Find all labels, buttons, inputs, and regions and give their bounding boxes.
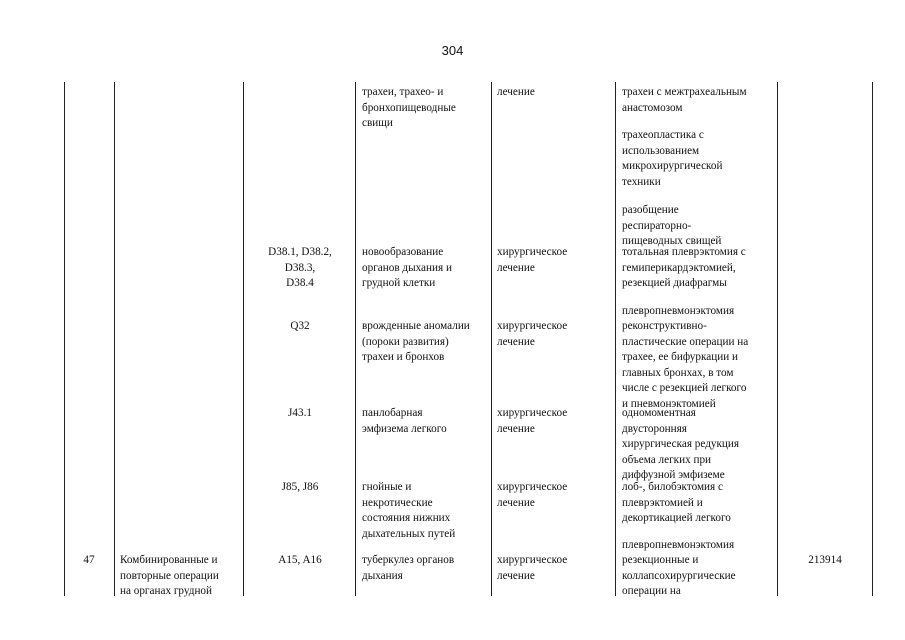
method-cell: трахеи с межтрахеальным анастомозом [622, 86, 747, 114]
cost-cell: 213914 [808, 554, 842, 566]
column-divider [615, 82, 616, 596]
treatment-cell: лечение [497, 86, 535, 98]
treatment-cell: хирургическое лечение [497, 320, 568, 348]
diagnosis-cell: панлобарная эмфизема легкого [362, 407, 447, 435]
page-number: 304 [441, 43, 464, 58]
method-cell: тотальная плеврэктомия с гемиперикардэктомией, резекцией диафрагмы [622, 246, 746, 289]
treatment-cell: хирургическое лечение [497, 481, 568, 509]
column-divider [114, 82, 115, 596]
group-name-cell: Комбинированные и повторные операции на органах грудной [120, 554, 219, 597]
column-divider [243, 82, 244, 596]
row-number-cell: 47 [83, 554, 95, 566]
treatment-cell: хирургическое лечение [497, 246, 568, 274]
treatment-cell: хирургическое лечение [497, 407, 568, 435]
code-cell: A15, A16 [278, 554, 322, 566]
method-cell: реконструктивно- пластические операции на трахее, ее бифуркации и главных бронхах, в том числе с резекцией легкого и пневмонэктомией [622, 320, 749, 410]
diagnosis-cell: трахеи, трахео- и бронхопищеводные свищи [362, 86, 456, 129]
method-cell: резекционные и коллапсохирургические операции на [622, 554, 736, 597]
treatment-cell: хирургическое лечение [497, 554, 568, 582]
column-divider [777, 82, 778, 596]
code-cell: D38.1, D38.2, D38.3, D38.4 [268, 246, 332, 289]
code-cell: J85, J86 [281, 481, 319, 493]
code-cell: J43.1 [288, 407, 312, 419]
table-border-left [64, 82, 65, 596]
column-divider [355, 82, 356, 596]
diagnosis-cell: туберкулез органов дыхания [362, 554, 455, 582]
method-cell: лоб-, билобэктомия с плеврэктомией и декортикацией легкого [622, 481, 731, 524]
diagnosis-cell: гнойные и некротические состояния нижних дыхательных путей [362, 481, 456, 540]
column-divider [491, 82, 492, 596]
method-cell: трахеопластика с использованием микрохирургической техники [622, 129, 723, 188]
method-cell: плевропневмонэктомия [622, 539, 735, 551]
method-cell: плевропневмонэктомия [622, 305, 735, 317]
diagnosis-cell: врожденные аномалии (пороки развития) трахеи и бронхов [362, 320, 470, 363]
diagnosis-cell: новообразование органов дыхания и грудной клетки [362, 246, 452, 289]
table-border-right [872, 82, 873, 596]
code-cell: Q32 [290, 320, 310, 332]
method-cell: разобщение респираторно- пищеводных свищей [622, 204, 722, 247]
method-cell: одномоментная двусторонняя хирургическая редукция объема легких при диффузной эмфиземе [622, 407, 740, 481]
